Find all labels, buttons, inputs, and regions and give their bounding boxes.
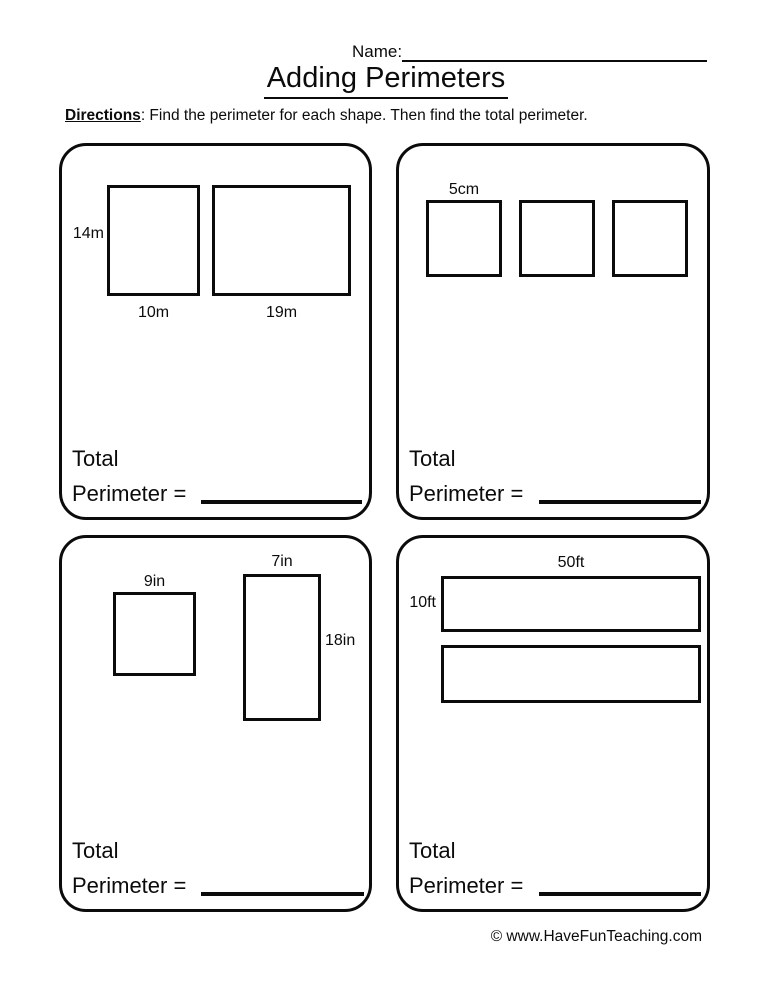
problem-panel-1: [59, 143, 372, 520]
wide-rectangle-shape-1: [441, 576, 701, 632]
rectangle-shape-1: [107, 185, 200, 296]
total-label: Total: [72, 838, 119, 863]
answer-blank-line[interactable]: [201, 892, 364, 896]
directions-text: : Find the perimeter for each shape. Then find the total perimeter.: [140, 107, 588, 124]
worksheet-title: Adding Perimeters: [264, 62, 509, 99]
dimension-label-square-side: 9in: [143, 573, 166, 590]
answer-blank-line[interactable]: [539, 500, 701, 504]
tall-rectangle-shape: [243, 574, 321, 721]
dimension-label-rect-width: 7in: [271, 553, 293, 570]
wide-rectangle-shape-2: [441, 645, 701, 703]
answer-blank-line[interactable]: [201, 500, 362, 504]
dimension-label-square-side: 5cm: [448, 181, 480, 198]
perimeter-label: Perimeter =: [72, 481, 187, 506]
title-row: [0, 62, 772, 99]
square-shape-2: [519, 200, 595, 277]
rectangle-shape-2: [212, 185, 351, 296]
footer-credit: © www.HaveFunTeaching.com: [490, 928, 702, 945]
problem-panel-3: [59, 535, 372, 912]
name-label: Name:: [352, 42, 403, 61]
dimension-label-rect-height: 10ft: [409, 594, 436, 611]
dimension-label-rect1-width: 10m: [137, 304, 170, 321]
total-label: Total: [72, 446, 119, 471]
perimeter-label: Perimeter =: [409, 481, 524, 506]
problem-panel-2: [396, 143, 710, 520]
perimeter-label: Perimeter =: [72, 873, 187, 898]
perimeter-label: Perimeter =: [409, 873, 524, 898]
answer-blank-line[interactable]: [539, 892, 701, 896]
dimension-label-rect1-height: 14m: [72, 225, 104, 242]
dimension-label-rect-width: 50ft: [557, 554, 585, 571]
dimension-label-rect2-width: 19m: [265, 304, 298, 321]
square-shape: [113, 592, 196, 676]
total-label: Total: [409, 446, 456, 471]
directions: [65, 107, 588, 125]
dimension-label-rect-height: 18in: [325, 632, 356, 649]
total-label: Total: [409, 838, 456, 863]
square-shape-3: [612, 200, 688, 277]
square-shape-1: [426, 200, 502, 277]
problem-panel-4: [396, 535, 710, 912]
directions-label: Directions: [65, 107, 141, 124]
